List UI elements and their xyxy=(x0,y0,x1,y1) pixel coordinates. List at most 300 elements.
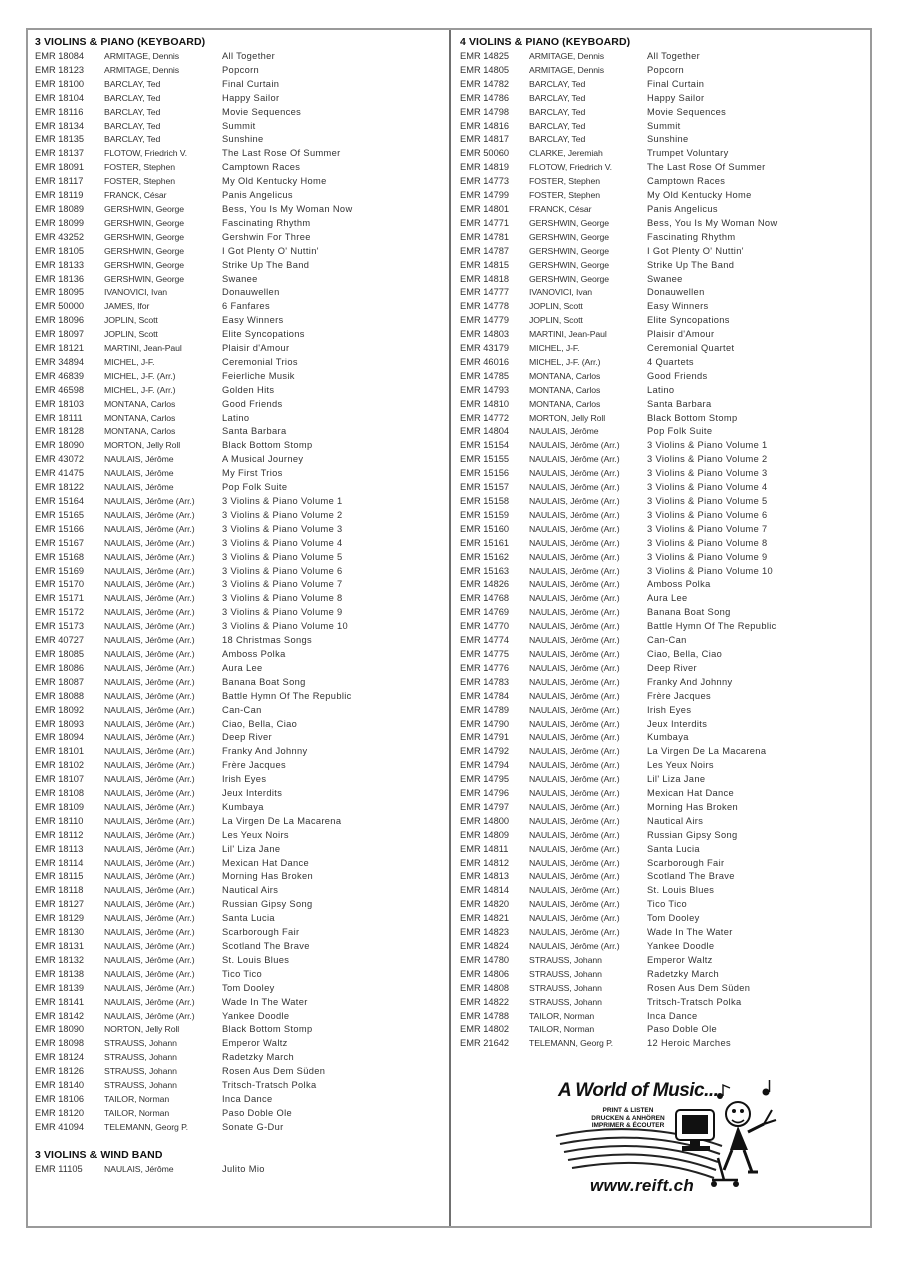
list-item xyxy=(35,1121,440,1135)
title: 18 Christmas Songs xyxy=(222,635,313,646)
list-item xyxy=(460,940,865,954)
title: 3 Violins & Piano Volume 8 xyxy=(647,537,768,548)
right-column xyxy=(460,34,865,1051)
list-item xyxy=(460,495,865,509)
title: Movie Sequences xyxy=(222,106,302,117)
composer: BARCLAY, Ted xyxy=(529,92,586,103)
list-item xyxy=(460,759,865,773)
list-item xyxy=(460,996,865,1010)
list-item xyxy=(35,648,440,662)
list-item xyxy=(460,968,865,982)
title: Popcorn xyxy=(647,64,685,75)
composer: NAULAIS, Jérôme (Arr.) xyxy=(529,732,620,743)
catalog-number: EMR 18128 xyxy=(35,426,85,437)
list-item xyxy=(35,731,440,745)
composer: NAULAIS, Jérôme (Arr.) xyxy=(104,815,195,826)
title: Panis Angelicus xyxy=(222,190,293,201)
title: 3 Violins & Piano Volume 3 xyxy=(222,523,343,534)
catalog-number: EMR 14775 xyxy=(460,648,510,659)
composer: NAULAIS, Jérôme (Arr.) xyxy=(104,523,195,534)
title: 3 Violins & Piano Volume 6 xyxy=(647,509,768,520)
list-item xyxy=(35,1079,440,1093)
catalog-number: EMR 18103 xyxy=(35,398,85,409)
title: Battle Hymn Of The Republic xyxy=(222,690,352,701)
composer: NAULAIS, Jérôme (Arr.) xyxy=(104,732,195,743)
composer: NAULAIS, Jérôme (Arr.) xyxy=(529,718,620,729)
composer: NAULAIS, Jérôme (Arr.) xyxy=(529,537,620,548)
title: Camptown Races xyxy=(222,162,301,173)
title: My Old Kentucky Home xyxy=(222,176,327,187)
left-column xyxy=(35,34,440,1177)
list-item xyxy=(35,189,440,203)
catalog-number: EMR 14824 xyxy=(460,941,510,951)
catalog-number: EMR 14778 xyxy=(460,301,510,312)
composer: MONTANA, Carlos xyxy=(104,426,176,437)
title: All Together xyxy=(647,51,701,61)
catalog-number: EMR 18134 xyxy=(35,120,85,131)
title: Wade In The Water xyxy=(222,996,308,1007)
composer: GERSHWIN, George xyxy=(104,203,184,214)
composer: GERSHWIN, George xyxy=(529,217,609,228)
catalog-number: EMR 14771 xyxy=(460,217,510,228)
catalog-number: EMR 18092 xyxy=(35,704,85,715)
catalog-number: EMR 50060 xyxy=(460,148,510,159)
catalog-number: EMR 46016 xyxy=(460,356,510,367)
title: Donauwellen xyxy=(647,287,705,298)
list-item xyxy=(460,259,865,273)
catalog-number: EMR 18102 xyxy=(35,760,85,771)
list-item xyxy=(460,370,865,384)
composer: JAMES, Ifor xyxy=(104,301,150,312)
list-item xyxy=(35,259,440,273)
catalog-number: EMR 15171 xyxy=(35,593,85,604)
catalog-number: EMR 18135 xyxy=(35,134,85,145)
composer: TAILOR, Norman xyxy=(529,1024,595,1035)
list-item xyxy=(35,690,440,704)
title: Morning Has Broken xyxy=(222,871,314,882)
composer: STRAUSS, Johann xyxy=(104,1052,177,1063)
composer: BARCLAY, Ted xyxy=(529,134,586,145)
list-item xyxy=(35,982,440,996)
title: Good Friends xyxy=(647,370,708,381)
composer: TELEMANN, Georg P. xyxy=(529,1038,613,1049)
catalog-number: EMR 18085 xyxy=(35,648,85,659)
composer: GERSHWIN, George xyxy=(104,231,184,242)
title: 3 Violins & Piano Volume 10 xyxy=(222,621,349,632)
composer: FLOTOW, Friedrich V. xyxy=(104,148,187,159)
publisher-logo xyxy=(552,1080,780,1198)
catalog-number: EMR 18137 xyxy=(35,148,85,159)
catalog-list-4-violins-piano xyxy=(460,50,865,1051)
list-item xyxy=(35,384,440,398)
list-item xyxy=(460,870,865,884)
composer: NAULAIS, Jérôme (Arr.) xyxy=(529,690,620,701)
catalog-number: EMR 14779 xyxy=(460,315,510,326)
composer: FRANCK, César xyxy=(529,203,592,214)
title: Frère Jacques xyxy=(647,690,711,701)
catalog-number: EMR 18116 xyxy=(35,106,84,117)
composer: GERSHWIN, George xyxy=(529,273,609,284)
title: 4 Quartets xyxy=(647,356,694,367)
composer: FOSTER, Stephen xyxy=(529,190,600,201)
list-item xyxy=(460,509,865,523)
composer: MONTANA, Carlos xyxy=(529,384,601,395)
list-item xyxy=(460,147,865,161)
title: Elite Syncopations xyxy=(222,329,305,340)
composer: IVANOVICI, Ivan xyxy=(529,287,593,298)
composer: NAULAIS, Jérôme (Arr.) xyxy=(529,440,620,451)
section-heading-3-violins-wind-band: 3 VIOLINS & WIND BAND xyxy=(35,1148,163,1161)
composer: NAULAIS, Jérôme (Arr.) xyxy=(104,982,195,993)
list-item xyxy=(35,203,440,217)
title: St. Louis Blues xyxy=(647,885,715,896)
title: Ciao, Bella, Ciao xyxy=(222,718,298,729)
list-item xyxy=(460,773,865,787)
list-item xyxy=(35,523,440,537)
composer: NORTON, Jelly Roll xyxy=(104,1024,180,1035)
composer: NAULAIS, Jérôme (Arr.) xyxy=(104,593,195,604)
catalog-number: EMR 14772 xyxy=(460,412,510,423)
composer: NAULAIS, Jérôme xyxy=(104,468,174,479)
catalog-number: EMR 14787 xyxy=(460,245,510,256)
composer: GERSHWIN, George xyxy=(104,273,184,284)
list-item xyxy=(35,773,440,787)
list-item xyxy=(460,592,865,606)
composer: NAULAIS, Jérôme (Arr.) xyxy=(104,551,195,562)
catalog-number: EMR 21642 xyxy=(460,1038,510,1049)
title: Jeux Interdits xyxy=(647,718,708,729)
catalog-number: EMR 18131 xyxy=(35,941,85,951)
title: Easy Winners xyxy=(647,301,709,312)
title: Lil' Liza Jane xyxy=(222,843,281,854)
catalog-number: EMR 15158 xyxy=(460,496,510,506)
logo-title: A World of Music... xyxy=(558,1080,719,1101)
list-item xyxy=(35,1037,440,1051)
title: Inca Dance xyxy=(647,1010,698,1021)
composer: NAULAIS, Jérôme (Arr.) xyxy=(104,1010,195,1021)
catalog-number: EMR 14820 xyxy=(460,899,510,910)
title: Tico Tico xyxy=(222,968,263,979)
list-item xyxy=(35,1010,440,1024)
catalog-number: EMR 14785 xyxy=(460,370,510,381)
catalog-number: EMR 15155 xyxy=(460,454,510,465)
catalog-number: EMR 14799 xyxy=(460,190,510,201)
list-item xyxy=(460,92,865,106)
composer: ARMITAGE, Dennis xyxy=(104,64,179,75)
list-item xyxy=(460,175,865,189)
composer: NAULAIS, Jérôme (Arr.) xyxy=(529,509,620,520)
composer: NAULAIS, Jérôme (Arr.) xyxy=(104,565,195,576)
list-item xyxy=(460,578,865,592)
composer: CLARKE, Jeremiah xyxy=(529,148,603,159)
catalog-number: EMR 14776 xyxy=(460,662,510,673)
composer: ARMITAGE, Dennis xyxy=(529,51,604,61)
title: 3 Violins & Piano Volume 3 xyxy=(647,468,768,479)
catalog-number: EMR 18105 xyxy=(35,245,85,256)
catalog-number: EMR 11105 xyxy=(35,1163,83,1174)
title: Swanee xyxy=(222,273,258,284)
catalog-number: EMR 14789 xyxy=(460,704,510,715)
composer: MORTON, Jelly Roll xyxy=(104,440,181,451)
catalog-number: EMR 14788 xyxy=(460,1010,510,1021)
composer: FOSTER, Stephen xyxy=(104,176,175,187)
list-item xyxy=(35,175,440,189)
catalog-list-3-violins-piano xyxy=(35,50,440,1135)
title: Easy Winners xyxy=(222,315,284,326)
title: La Virgen De La Macarena xyxy=(647,746,767,757)
title: Tom Dooley xyxy=(222,982,275,993)
list-item xyxy=(460,537,865,551)
list-item xyxy=(35,606,440,620)
title: Pop Folk Suite xyxy=(647,426,713,437)
list-item xyxy=(460,453,865,467)
list-item xyxy=(460,662,865,676)
catalog-number: EMR 15163 xyxy=(460,565,510,576)
title: Can-Can xyxy=(647,635,687,646)
catalog-number: EMR 14815 xyxy=(460,259,510,270)
catalog-number: EMR 18132 xyxy=(35,954,85,965)
list-item xyxy=(460,606,865,620)
composer: NAULAIS, Jérôme (Arr.) xyxy=(104,968,195,979)
catalog-number: EMR 18130 xyxy=(35,927,85,938)
catalog-number: EMR 14814 xyxy=(460,885,510,896)
title: Swanee xyxy=(647,273,683,284)
composer: TAILOR, Norman xyxy=(529,1010,595,1021)
composer: NAULAIS, Jérôme (Arr.) xyxy=(529,551,620,562)
list-item xyxy=(35,634,440,648)
composer: JOPLIN, Scott xyxy=(104,329,158,340)
catalog-number: EMR 15159 xyxy=(460,509,510,520)
catalog-number: EMR 43252 xyxy=(35,231,85,242)
catalog-number: EMR 14812 xyxy=(460,857,510,868)
list-item xyxy=(460,857,865,871)
title: The Last Rose Of Summer xyxy=(647,162,766,173)
title: Gershwin For Three xyxy=(222,231,311,242)
catalog-number: EMR 14783 xyxy=(460,676,510,687)
catalog-number: EMR 14781 xyxy=(460,231,510,242)
title: Black Bottom Stomp xyxy=(222,440,313,451)
catalog-number: EMR 18115 xyxy=(35,871,84,882)
list-item xyxy=(460,412,865,426)
catalog-number: EMR 14826 xyxy=(460,579,510,590)
list-item xyxy=(35,231,440,245)
title: Aura Lee xyxy=(647,593,688,604)
title: Scotland The Brave xyxy=(647,871,735,882)
catalog-number: EMR 14790 xyxy=(460,718,510,729)
title: All Together xyxy=(222,51,276,61)
catalog-number: EMR 18117 xyxy=(35,176,84,187)
composer: MICHEL, J-F. xyxy=(104,356,155,367)
composer: NAULAIS, Jérôme (Arr.) xyxy=(529,774,620,785)
composer: NAULAIS, Jérôme (Arr.) xyxy=(529,579,620,590)
list-item xyxy=(35,1107,440,1121)
catalog-number: EMR 18091 xyxy=(35,162,85,173)
catalog-list-3-violins-wind-band xyxy=(35,1163,440,1177)
list-item xyxy=(35,106,440,120)
catalog-number: EMR 14792 xyxy=(460,746,510,757)
title: Popcorn xyxy=(222,64,260,75)
catalog-number: EMR 18122 xyxy=(35,482,85,493)
list-item xyxy=(35,884,440,898)
composer: NAULAIS, Jérôme (Arr.) xyxy=(529,662,620,673)
composer: NAULAIS, Jérôme (Arr.) xyxy=(529,607,620,618)
list-item xyxy=(460,926,865,940)
title: Irish Eyes xyxy=(222,774,267,785)
title: 3 Violins & Piano Volume 1 xyxy=(647,440,768,451)
composer: NAULAIS, Jérôme xyxy=(104,482,174,493)
composer: NAULAIS, Jérôme (Arr.) xyxy=(529,482,620,493)
composer: NAULAIS, Jérôme (Arr.) xyxy=(104,843,195,854)
catalog-number: EMR 18124 xyxy=(35,1052,85,1063)
catalog-number: EMR 46598 xyxy=(35,384,85,395)
catalog-number: EMR 18129 xyxy=(35,913,85,924)
catalog-number: EMR 15160 xyxy=(460,523,510,534)
title: 6 Fanfares xyxy=(222,301,270,312)
title: Deep River xyxy=(222,732,273,743)
catalog-number: EMR 43179 xyxy=(460,343,510,354)
title: Strike Up The Band xyxy=(647,259,735,270)
composer: NAULAIS, Jérôme (Arr.) xyxy=(104,690,195,701)
catalog-number: EMR 18094 xyxy=(35,732,85,743)
title: Bess, You Is My Woman Now xyxy=(222,203,353,214)
list-item xyxy=(35,1051,440,1065)
title: Emperor Waltz xyxy=(647,954,713,965)
catalog-number: EMR 18095 xyxy=(35,287,85,298)
composer: NAULAIS, Jérôme (Arr.) xyxy=(529,871,620,882)
title: Trumpet Voluntary xyxy=(647,148,729,159)
title: Aura Lee xyxy=(222,662,263,673)
title: Donauwellen xyxy=(222,287,280,298)
list-item xyxy=(35,342,440,356)
composer: NAULAIS, Jérôme (Arr.) xyxy=(104,899,195,910)
catalog-number: EMR 18106 xyxy=(35,1093,85,1104)
list-item xyxy=(460,273,865,287)
section-heading-3-violins-piano: 3 VIOLINS & PIANO (KEYBOARD) xyxy=(35,36,206,48)
catalog-number: EMR 14810 xyxy=(460,398,510,409)
composer: JOPLIN, Scott xyxy=(104,315,158,326)
composer: MONTANA, Carlos xyxy=(529,370,601,381)
list-item xyxy=(35,245,440,259)
list-item xyxy=(460,439,865,453)
list-item xyxy=(35,273,440,287)
logo-tagline-line: DRUCKEN & ANHÖREN xyxy=(591,1114,665,1122)
catalog-number: EMR 18099 xyxy=(35,217,85,228)
title: Amboss Polka xyxy=(222,648,286,659)
list-item xyxy=(35,954,440,968)
title: 12 Heroic Marches xyxy=(647,1038,731,1049)
composer: NAULAIS, Jérôme (Arr.) xyxy=(104,621,195,632)
composer: NAULAIS, Jérôme (Arr.) xyxy=(104,788,195,799)
title: 3 Violins & Piano Volume 7 xyxy=(222,579,343,590)
title: Can-Can xyxy=(222,704,262,715)
catalog-number: EMR 18087 xyxy=(35,676,85,687)
composer: FOSTER, Stephen xyxy=(529,176,600,187)
composer: GERSHWIN, George xyxy=(529,259,609,270)
catalog-number: EMR 18136 xyxy=(35,273,85,284)
list-item xyxy=(35,286,440,300)
list-item xyxy=(460,481,865,495)
list-item xyxy=(35,578,440,592)
list-item xyxy=(460,189,865,203)
list-item xyxy=(460,787,865,801)
composer: BARCLAY, Ted xyxy=(104,106,161,117)
composer: NAULAIS, Jérôme (Arr.) xyxy=(104,579,195,590)
title: Irish Eyes xyxy=(647,704,692,715)
catalog-number: EMR 14794 xyxy=(460,760,510,771)
list-item xyxy=(460,801,865,815)
list-item xyxy=(35,161,440,175)
list-item xyxy=(35,870,440,884)
title: Strike Up The Band xyxy=(222,259,310,270)
composer: NAULAIS, Jérôme (Arr.) xyxy=(529,704,620,715)
composer: NAULAIS, Jérôme (Arr.) xyxy=(529,829,620,840)
catalog-number: EMR 14780 xyxy=(460,954,510,965)
title: Fascinating Rhythm xyxy=(222,217,311,228)
list-item xyxy=(460,731,865,745)
list-item xyxy=(35,64,440,78)
list-item xyxy=(35,328,440,342)
catalog-number: EMR 18141 xyxy=(35,996,85,1007)
composer: BARCLAY, Ted xyxy=(529,106,586,117)
list-item xyxy=(35,759,440,773)
composer: GERSHWIN, George xyxy=(529,245,609,256)
catalog-number: EMR 14777 xyxy=(460,287,510,298)
list-item xyxy=(460,286,865,300)
title: 3 Violins & Piano Volume 2 xyxy=(222,509,343,520)
title: Banana Boat Song xyxy=(647,607,731,618)
title: Paso Doble Ole xyxy=(647,1024,718,1035)
composer: JOPLIN, Scott xyxy=(529,315,583,326)
catalog-number: EMR 18109 xyxy=(35,801,85,812)
catalog-number: EMR 18142 xyxy=(35,1010,85,1021)
composer: GERSHWIN, George xyxy=(529,231,609,242)
catalog-number: EMR 18090 xyxy=(35,440,85,451)
composer: FLOTOW, Friedrich V. xyxy=(529,162,612,173)
composer: NAULAIS, Jérôme (Arr.) xyxy=(104,648,195,659)
title: Kumbaya xyxy=(222,801,264,812)
catalog-number: EMR 43072 xyxy=(35,454,85,465)
catalog-number: EMR 18114 xyxy=(35,857,84,868)
title: Mexican Hat Dance xyxy=(647,788,735,799)
list-item xyxy=(460,745,865,759)
list-item xyxy=(35,120,440,134)
list-item xyxy=(460,1010,865,1024)
list-item xyxy=(460,523,865,537)
composer: NAULAIS, Jérôme (Arr.) xyxy=(529,843,620,854)
title: Ceremonial Trios xyxy=(222,356,298,367)
list-item xyxy=(35,620,440,634)
catalog-number: EMR 14822 xyxy=(460,996,510,1007)
title: 3 Violins & Piano Volume 5 xyxy=(647,496,768,506)
list-item xyxy=(460,120,865,134)
list-item xyxy=(35,509,440,523)
section-heading-4-violins-piano: 4 VIOLINS & PIANO (KEYBOARD) xyxy=(460,36,631,48)
catalog-number: EMR 18127 xyxy=(35,899,85,910)
list-item xyxy=(460,884,865,898)
title: 3 Violins & Piano Volume 9 xyxy=(222,607,343,618)
catalog-number: EMR 14786 xyxy=(460,92,510,103)
list-item xyxy=(460,231,865,245)
title: Radetzky March xyxy=(222,1052,295,1063)
catalog-number: EMR 15169 xyxy=(35,565,85,576)
list-item xyxy=(35,704,440,718)
composer: NAULAIS, Jérôme (Arr.) xyxy=(104,857,195,868)
composer: NAULAIS, Jérôme (Arr.) xyxy=(529,635,620,646)
composer: NAULAIS, Jérôme (Arr.) xyxy=(104,676,195,687)
catalog-number: EMR 18098 xyxy=(35,1038,85,1049)
title: Good Friends xyxy=(222,398,283,409)
title: My Old Kentucky Home xyxy=(647,190,752,201)
